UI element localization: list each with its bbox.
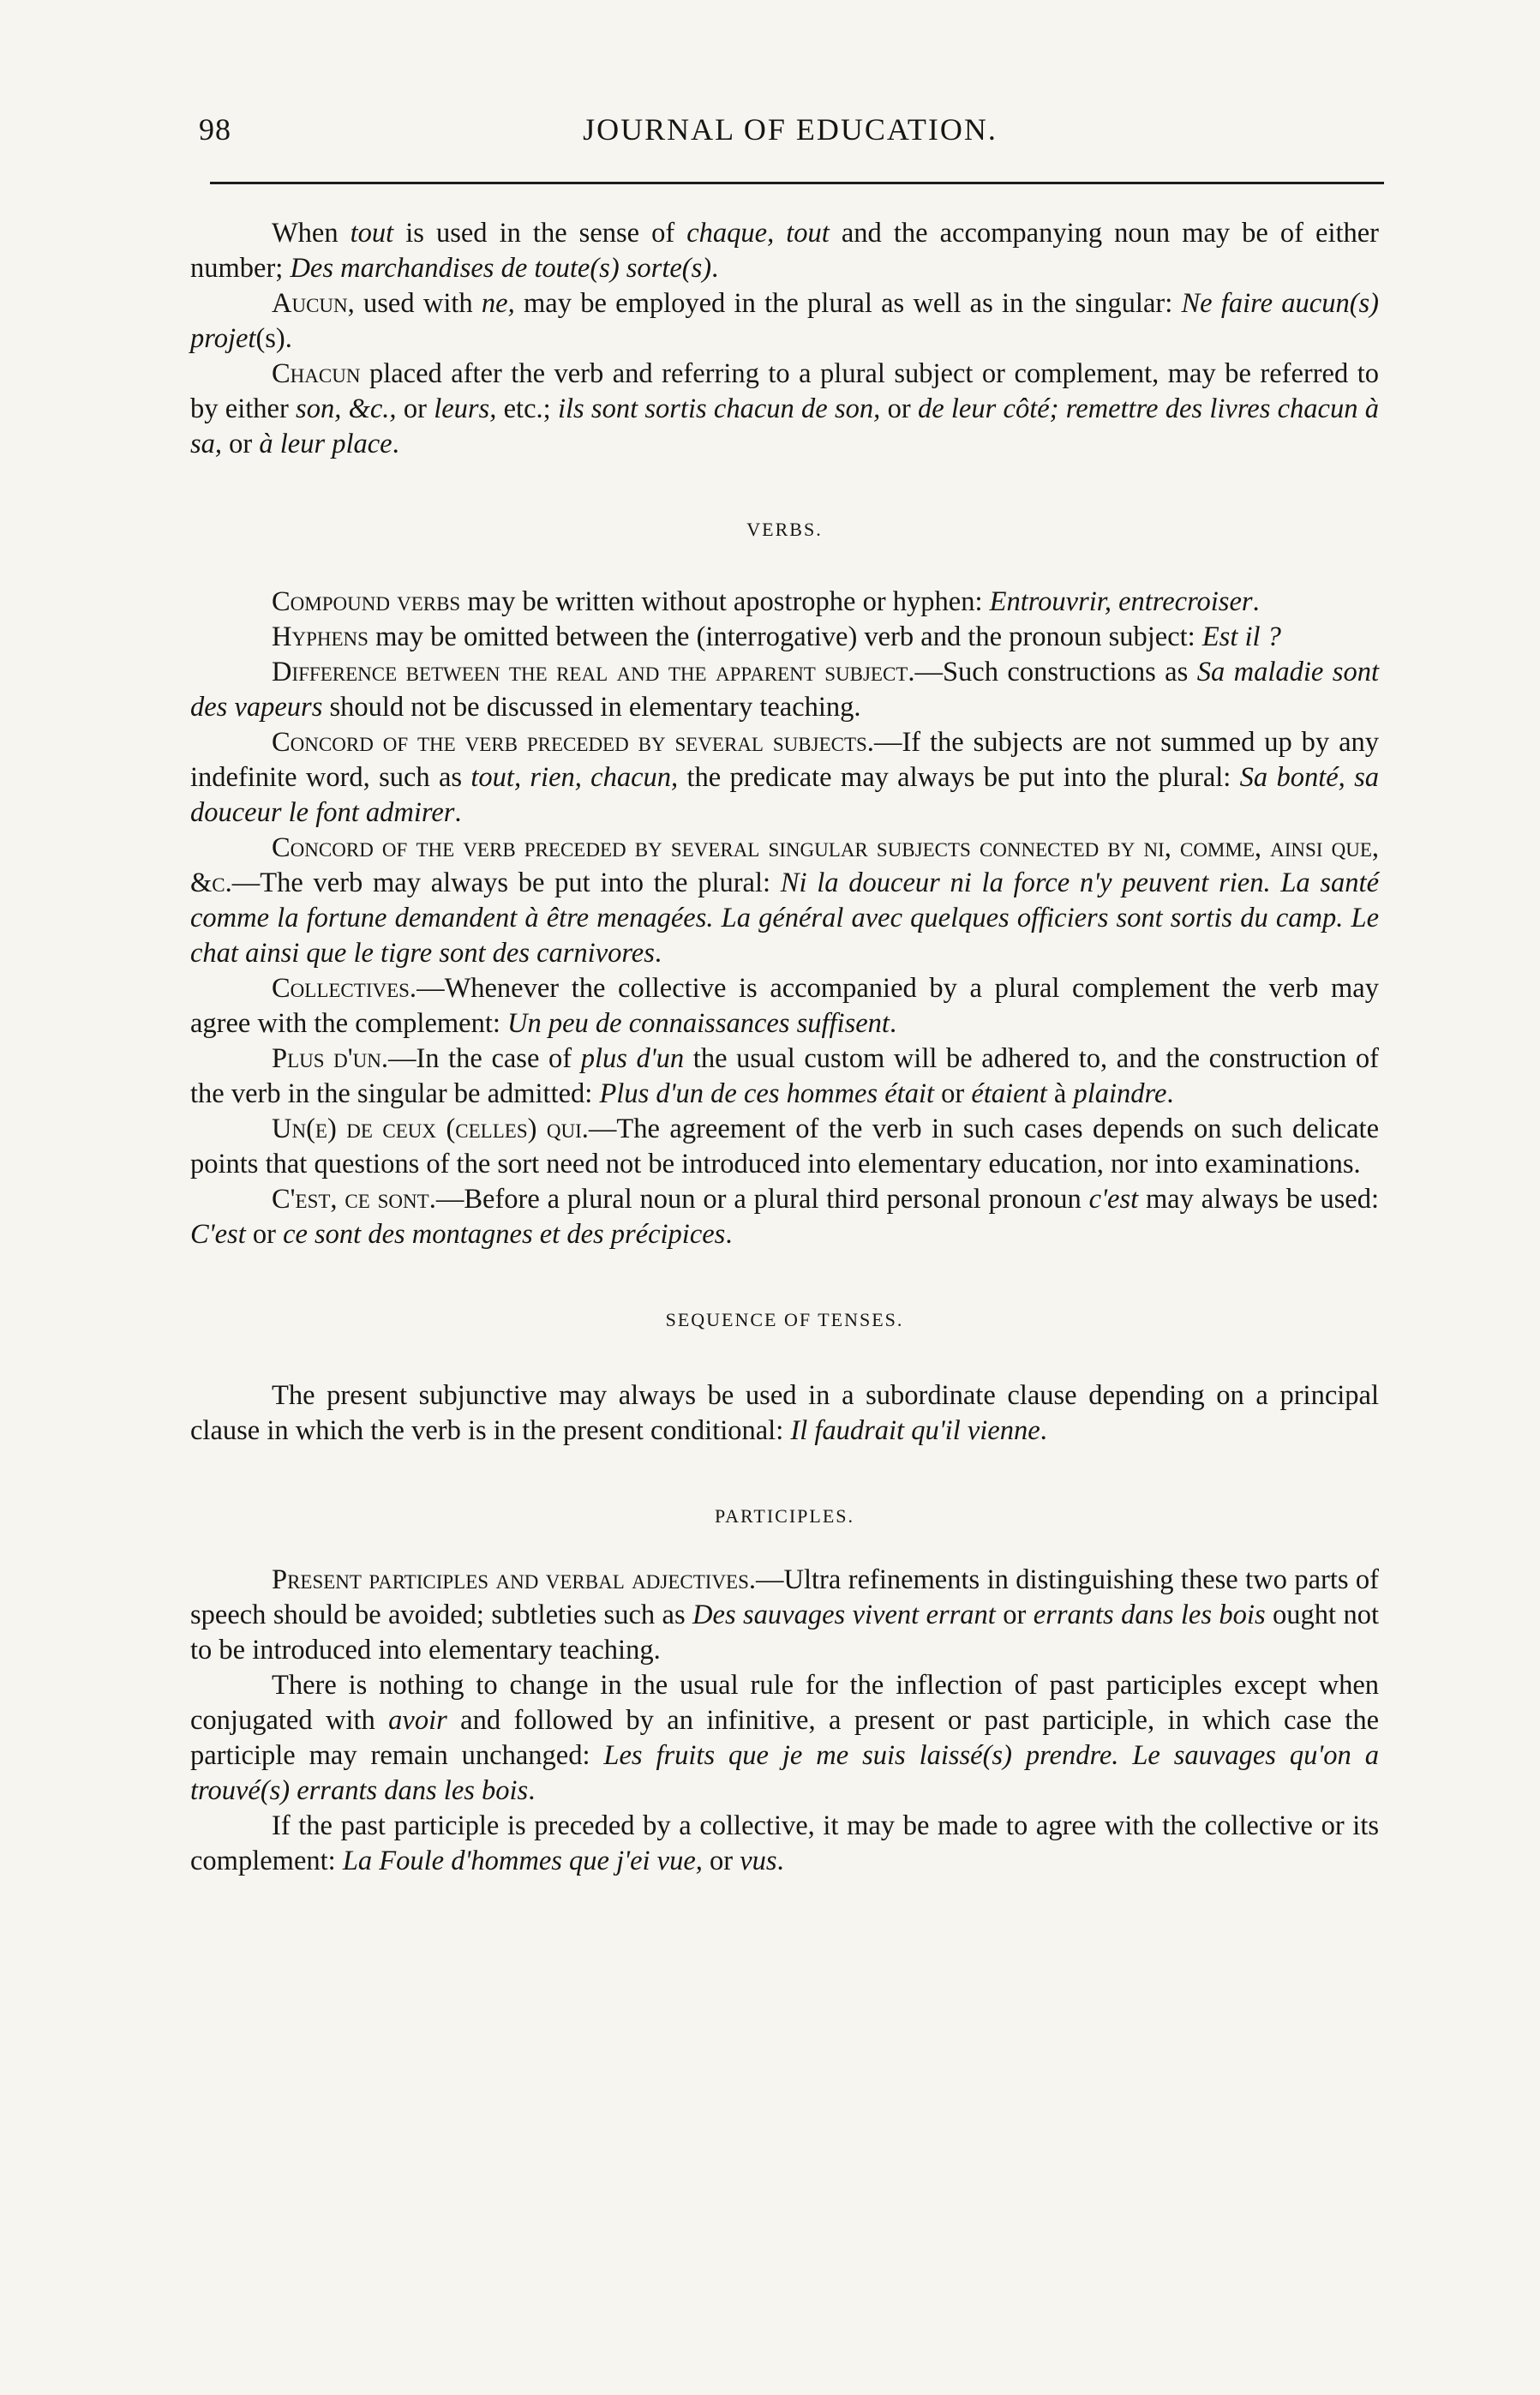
paragraph-cest-ce-sont: C'est, ce sont.—Before a plural noun or a plural third personal pronoun c'est may always be used: C'est or ce sont des montagnes et des précipices. xyxy=(190,1184,1380,1250)
body-text xyxy=(190,216,1379,1879)
paragraph-past-participles: There is nothing to change in the usual rule for the inflection of past participles except when conjugated with avoir and followed by an infinitive, a present or past participle, in which case the participle may remain unchanged: Les fruits que je me suis laissé(s) prendre. Le sauvages qu'on a trouvé(s) errants dans les bois. xyxy=(190,1670,1379,1806)
section-heading-participles: PARTICIPLES. xyxy=(714,1505,855,1527)
lead-term: Aucun xyxy=(272,288,348,319)
paragraph-compound-verbs: Compound verbs may be written without apostrophe or hyphen: Entrouvrir, entrecroiser. xyxy=(272,586,1260,617)
lead-term: Plus d'un. xyxy=(272,1043,388,1074)
paragraph-concord-singular: Concord of the verb preceded by several singular subjects connected by ni, comme, ainsi que, &c.—The verb may always be put into the plural: Ni la douceur ni la force n'y peuvent rien. La santé comme la fortune demandent à être menagées. La général avec quelques officiers sont sortis du camp. Le chat ainsi que le tigre sont des carnivores. xyxy=(190,832,1379,969)
page-header xyxy=(199,111,1381,163)
paragraph-concord-several: Concord of the verb preceded by several subjects.—If the subjects are not summed up by any indefinite word, such as tout, rien, chacun, the predicate may always be put into the plural: Sa bonté, sa douceur le font admirer. xyxy=(190,727,1380,828)
paragraph-tout: When tout is used in the sense of chaque, tout and the accompanying noun may be of either number; Des marchandises de toute(s) sorte(s). xyxy=(190,218,1380,284)
paragraph-hyphens: Hyphens may be omitted between the (interrogative) verb and the pronoun subject: Est il ? xyxy=(272,621,1281,652)
paragraph-chacun: Chacun placed after the verb and referring to a plural subject or complement, may be referred to by either son, &c., or leurs, etc.; ils sont sortis chacun de son, or de leur côté; remettre des livres chacun à sa, or à leur place. xyxy=(190,358,1380,459)
page-number: 98 xyxy=(199,112,231,147)
section-heading-tenses: SEQUENCE OF TENSES. xyxy=(665,1309,904,1330)
paragraph-present-participles: Present participles and verbal adjectives.—Ultra refinements in distinguishing these two parts of speech should be avoided; subtleties such as Des sauvages vivent errant or errants dans les bois ought not to be introduced into elementary teaching. xyxy=(190,1564,1380,1666)
lead-term: Difference between the real and the apparent subject. xyxy=(272,657,915,687)
paragraph-aucun: Aucun, used with ne, may be employed in the plural as well as in the singular: Ne faire aucun(s) projet(s). xyxy=(190,288,1379,354)
header-rule xyxy=(210,182,1384,184)
paragraph-subjunctive: The present subjunctive may always be used in a subordinate clause depending on a principal clause in which the verb is in the present conditional: Il faudrait qu'il vienne. xyxy=(190,1380,1379,1446)
paragraph-collectives: Collectives.—Whenever the collective is accompanied by a plural complement the verb may agree with the complement: Un peu de connaissances suffisent. xyxy=(190,973,1379,1039)
lead-term: Concord of the verb preceded by several singular subjects connected by ni, comme, ainsi que, &c. xyxy=(190,832,1379,898)
lead-term: Hyphens xyxy=(272,621,369,652)
lead-term: Un(e) de ceux (celles) qui. xyxy=(272,1113,589,1144)
paragraph-plus-dun: Plus d'un.—In the case of plus d'un the usual custom will be adhered to, and the construction of the verb in the singular be admitted: Plus d'un de ces hommes était or étaient à plaindre. xyxy=(190,1043,1379,1109)
paragraph-un-de-ceux: Un(e) de ceux (celles) qui.—The agreement of the verb in such cases depends on such delicate points that questions of the sort need not be introduced into elementary education, nor into examinations. xyxy=(190,1113,1379,1179)
paragraph-collective-agreement: If the past participle is preceded by a collective, it may be made to agree with the collective or its complement: La Foule d'hommes que j'ei vue, or vus. xyxy=(190,1810,1379,1876)
section-heading-verbs: VERBS. xyxy=(746,519,823,540)
lead-term: Collectives. xyxy=(272,973,417,1004)
lead-term: Compound verbs xyxy=(272,586,461,617)
lead-term: Chacun xyxy=(272,358,361,389)
lead-term: Concord of the verb preceded by several subjects. xyxy=(272,727,874,758)
running-title: JOURNAL OF EDUCATION. xyxy=(583,112,998,147)
paragraph-apparent-subject: Difference between the real and the apparent subject.—Such constructions as Sa maladie sont des vapeurs should not be discussed in elementary teaching. xyxy=(190,657,1379,723)
lead-term: C'est, ce sont. xyxy=(272,1184,436,1215)
lead-term: Present participles and verbal adjectives. xyxy=(272,1564,757,1595)
